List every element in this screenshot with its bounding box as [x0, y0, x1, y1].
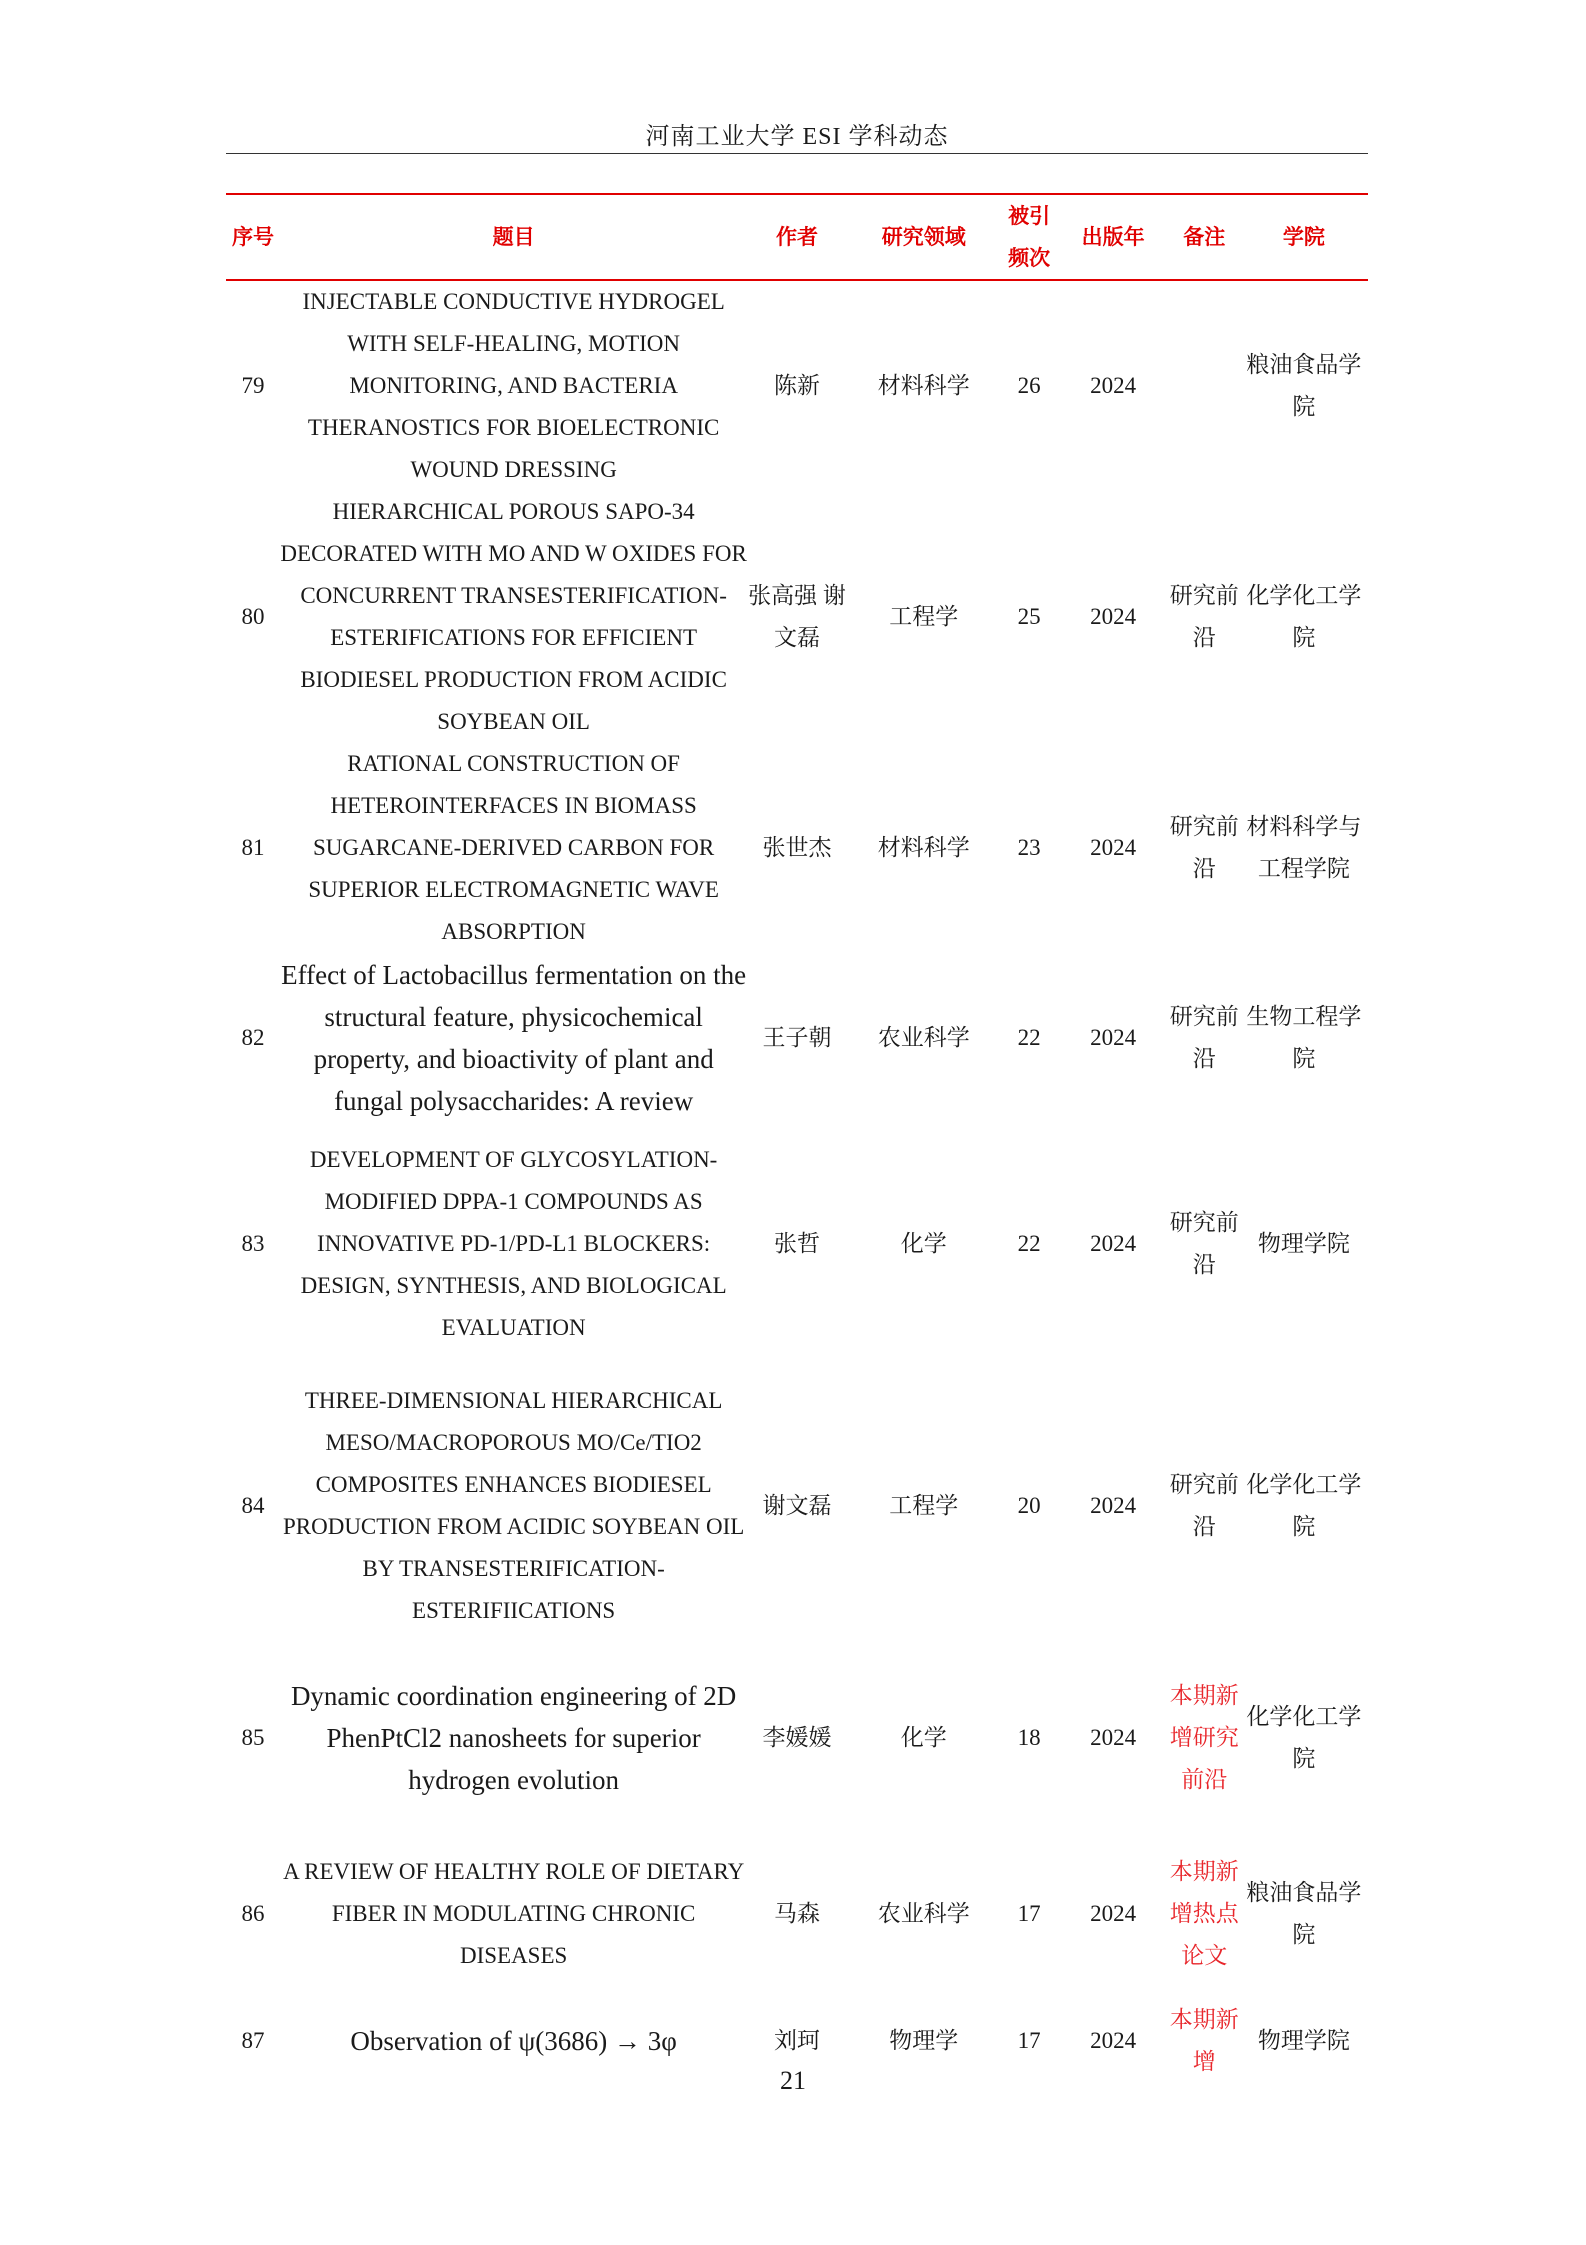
row-author: 王子朝	[762, 1025, 832, 1050]
row-year: 2024	[1090, 1901, 1137, 1926]
row-college: 材料科学与工程学院	[1246, 814, 1362, 881]
row-cites: 25	[1017, 604, 1041, 629]
row-note: 研究前沿	[1169, 1004, 1239, 1071]
row-title: THREE-DIMENSIONAL HIERARCHICAL MESO/MACROPOROUS MO/Ce/TIO2 COMPOSITES ENHANCES BIODIESEL PRODUCTION FROM ACIDIC SOYBEAN OIL BY TRANSESTERIFICATION-ESTERIFIICATIONS	[282, 1388, 745, 1623]
row-field: 材料科学	[877, 373, 970, 398]
column-header-year: 出版年	[1058, 194, 1169, 280]
table-row	[226, 1123, 1368, 1365]
column-header-title: 题目	[280, 194, 747, 280]
table-row	[226, 491, 1368, 743]
row-title: Effect of Lactobacillus fermentation on the structural feature, physicochemical property, and bioactivity of plant and fungal polysaccharides: A review	[281, 960, 747, 1116]
row-field: 物理学	[889, 2028, 959, 2053]
row-title: A REVIEW OF HEALTHY ROLE OF DIETARY FIBER IN MODULATING CHRONIC DISEASES	[283, 1859, 745, 1968]
row-field: 材料科学	[877, 835, 970, 860]
row-author: 张世杰	[762, 835, 832, 860]
row-note: 本期新增研究前沿	[1169, 1683, 1239, 1792]
row-author: 李媛媛	[762, 1725, 832, 1750]
row-index: 83	[241, 1231, 265, 1256]
row-cites: 17	[1017, 1901, 1041, 1926]
row-title: DEVELOPMENT OF GLYCOSYLATION-MODIFIED DPPA-1 COMPOUNDS AS INNOVATIVE PD-1/PD-L1 BLOCKERS: DESIGN, SYNTHESIS, AND BIOLOGICAL EVALUATION	[300, 1147, 727, 1340]
column-header-college: 学院	[1240, 194, 1368, 280]
row-field: 化学	[900, 1725, 947, 1750]
column-header-note: 备注	[1169, 194, 1240, 280]
row-author: 张哲	[773, 1231, 820, 1256]
table-row	[226, 1647, 1368, 1829]
table-row	[226, 953, 1368, 1123]
esi-papers-table	[226, 193, 1368, 2083]
row-field: 工程学	[889, 604, 959, 629]
row-cites: 22	[1017, 1025, 1041, 1050]
row-author: 马森	[773, 1901, 820, 1926]
table-row	[226, 743, 1368, 953]
row-year: 2024	[1090, 604, 1137, 629]
row-year: 2024	[1090, 1231, 1137, 1256]
row-note	[1169, 280, 1240, 491]
table-row	[226, 280, 1368, 491]
row-cites: 17	[1017, 2028, 1041, 2053]
row-college: 粮油食品学院	[1246, 1880, 1362, 1947]
row-index: 79	[241, 373, 265, 398]
row-note: 本期新增	[1169, 2007, 1239, 2074]
row-college: 化学化工学院	[1246, 1472, 1362, 1539]
row-college: 化学化工学院	[1246, 1704, 1362, 1771]
row-note: 本期新增热点论文	[1169, 1859, 1239, 1968]
row-college: 粮油食品学院	[1246, 352, 1362, 419]
row-index: 85	[241, 1725, 265, 1750]
row-note: 研究前沿	[1169, 1472, 1239, 1539]
column-header-index: 序号	[226, 194, 280, 280]
row-note: 研究前沿	[1169, 1210, 1239, 1277]
row-author: 张高强 谢文磊	[748, 583, 846, 650]
row-note: 研究前沿	[1169, 814, 1239, 881]
row-index: 82	[241, 1025, 265, 1050]
row-college: 物理学院	[1257, 2028, 1350, 2053]
row-cites: 23	[1017, 835, 1041, 860]
row-cites: 22	[1017, 1231, 1041, 1256]
row-title: Dynamic coordination engineering of 2D PhenPtCl2 nanosheets for superior hydrogen evolution	[290, 1681, 737, 1795]
column-header-cites: 被引 频次	[1001, 194, 1058, 280]
row-year: 2024	[1090, 1025, 1137, 1050]
row-author: 谢文磊	[762, 1493, 832, 1518]
row-author: 刘珂	[773, 2028, 820, 2053]
row-college: 物理学院	[1257, 1231, 1350, 1256]
column-header-author: 作者	[747, 194, 847, 280]
row-cites: 26	[1017, 373, 1041, 398]
row-field: 农业科学	[877, 1025, 970, 1050]
row-cites: 18	[1017, 1725, 1041, 1750]
page-number: 21	[780, 2066, 806, 2095]
table-header-row	[226, 194, 1368, 280]
row-index: 86	[241, 1901, 265, 1926]
row-field: 农业科学	[877, 1901, 970, 1926]
column-header-field: 研究领域	[847, 194, 1001, 280]
row-field: 工程学	[889, 1493, 959, 1518]
row-year: 2024	[1090, 835, 1137, 860]
row-title: Observation of ψ(3686) → 3φ	[350, 2026, 677, 2056]
row-year: 2024	[1090, 1725, 1137, 1750]
row-year: 2024	[1090, 373, 1137, 398]
row-index: 84	[241, 1493, 265, 1518]
row-year: 2024	[1090, 2028, 1137, 2053]
row-title: INJECTABLE CONDUCTIVE HYDROGEL WITH SELF-HEALING, MOTION MONITORING, AND BACTERIA THERANOSTICS FOR BIOELECTRONIC WOUND DRESSING	[302, 289, 725, 482]
row-note: 研究前沿	[1169, 583, 1239, 650]
row-cites: 20	[1017, 1493, 1041, 1518]
row-index: 81	[241, 835, 265, 860]
table-row	[226, 1365, 1368, 1647]
row-index: 80	[241, 604, 265, 629]
row-title: RATIONAL CONSTRUCTION OF HETEROINTERFACES IN BIOMASS SUGARCANE-DERIVED CARBON FOR SUPERIOR ELECTROMAGNETIC WAVE ABSORPTION	[308, 751, 719, 944]
row-year: 2024	[1090, 1493, 1137, 1518]
table-row	[226, 1829, 1368, 1999]
row-index: 87	[241, 2028, 265, 2053]
row-college: 生物工程学院	[1246, 1004, 1362, 1071]
header-rule	[226, 153, 1368, 154]
running-header: 河南工业大学 ESI 学科动态	[645, 124, 949, 150]
row-author: 陈新	[773, 373, 820, 398]
row-title: HIERARCHICAL POROUS SAPO-34 DECORATED WITH MO AND W OXIDES FOR CONCURRENT TRANSESTERIFICATION-ESTERIFICATIONS FOR EFFICIENT BIODIESEL PRODUCTION FROM ACIDIC SOYBEAN OIL	[280, 499, 747, 734]
row-field: 化学	[900, 1231, 947, 1256]
row-college: 化学化工学院	[1246, 583, 1362, 650]
